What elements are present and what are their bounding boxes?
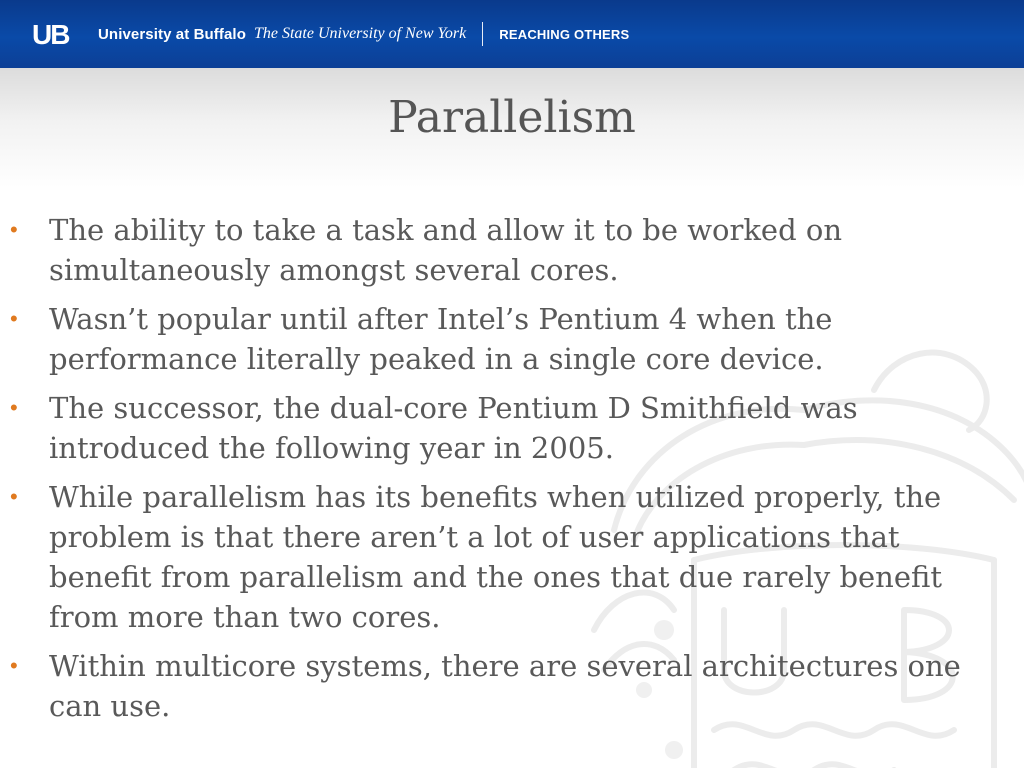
- bullet-text: Within multicore systems, there are several architectures one can use.: [49, 649, 961, 723]
- bullet-icon: •: [10, 217, 18, 242]
- bullet-text: The ability to take a task and allow it to be worked on simultaneously amongst several cores.: [49, 213, 842, 287]
- bullet-item: [10, 646, 1010, 726]
- bullet-icon: •: [10, 306, 18, 331]
- bullet-list: [10, 210, 1010, 735]
- system-name: The State University of New York: [253, 25, 467, 42]
- ub-logo-text: UB: [32, 19, 69, 50]
- bullet-icon: •: [10, 395, 18, 420]
- bullet-item: [10, 299, 1010, 379]
- ub-logo: [30, 17, 90, 51]
- university-name: University at Buffalo: [98, 25, 246, 43]
- bullet-icon: •: [10, 484, 18, 509]
- slide-title: Parallelism: [388, 92, 636, 143]
- banner-divider: [482, 22, 483, 46]
- bullet-item: [10, 388, 1010, 468]
- header-banner: [0, 0, 1024, 68]
- bullet-item: [10, 210, 1010, 290]
- bullet-text: Wasn’t popular until after Intel’s Pentium 4 when the performance literally peaked in a single core device.: [49, 302, 833, 376]
- bullet-item: [10, 477, 1010, 637]
- bullet-icon: •: [10, 653, 18, 678]
- bullet-text: The successor, the dual-core Pentium D Smithfield was introduced the following year in 2005.: [49, 391, 858, 465]
- bullet-text: While parallelism has its benefits when utilized properly, the problem is that there aren’t a lot of user applications that benefit from parallelism and the ones that due rarely benefit from more than two cores.: [49, 480, 943, 634]
- tagline: REACHING OTHERS: [499, 26, 630, 42]
